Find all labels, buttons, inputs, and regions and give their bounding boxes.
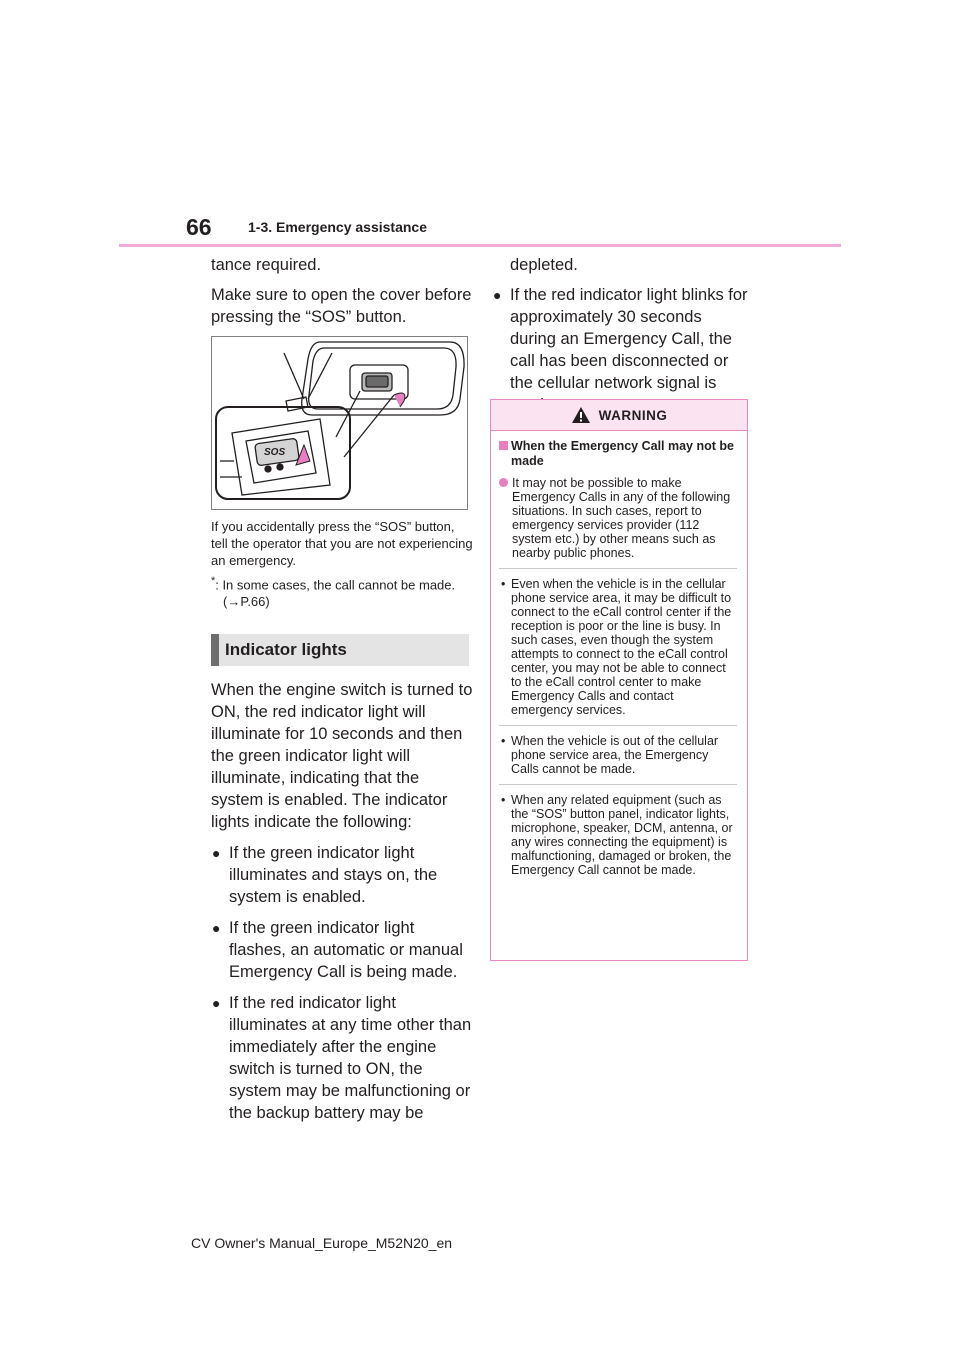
- warning-title: WARNING: [598, 407, 668, 423]
- footnote-mark: *: [211, 575, 216, 587]
- footnote-text: : In some cases, the call cannot be made. (→P.66): [215, 577, 456, 610]
- circle-bullet-icon: [499, 478, 508, 487]
- divider: [499, 568, 737, 569]
- list-item: [211, 992, 473, 1124]
- section-heading-bar: [211, 634, 469, 666]
- warning-header: [491, 400, 747, 431]
- bullet-dot-icon: ●: [212, 920, 221, 937]
- list-item-text: If the green indicator light flashes, an automatic or manual Emergency Call is being made.: [229, 919, 463, 982]
- body-paragraph: Make sure to open the cover before pressing the “SOS” button.: [211, 286, 472, 326]
- warning-intro: [499, 476, 737, 560]
- section-title: 1-3. Emergency assistance: [248, 219, 427, 235]
- warning-item: [499, 734, 737, 776]
- body-paragraph: tance required.: [211, 256, 322, 274]
- sos-button-illustration: [211, 336, 468, 510]
- divider: [499, 725, 737, 726]
- header-rule: [119, 244, 841, 247]
- body-paragraph: When the engine switch is turned to ON, the red indicator light will illuminate for 10 seconds and then the green indicator light will illuminate, indicating that the system is enabled. The indicator lights indicate the following:: [211, 681, 473, 832]
- bullet-icon: •: [501, 577, 506, 591]
- list-item: [211, 842, 473, 908]
- bullet-dot-icon: ●: [493, 287, 502, 303]
- list-item: [492, 284, 752, 416]
- bullet-dot-icon: ●: [212, 845, 221, 862]
- divider: [499, 784, 737, 785]
- figure-caption: If you accidentally press the “SOS” button, tell the operator that you are not experiencing an emergency.: [211, 519, 473, 568]
- square-bullet-icon: [499, 441, 508, 450]
- sos-label: SOS: [264, 447, 286, 458]
- list-item-text: If the red indicator light illuminates at any time other than immediately after the engine switch is turned to ON, the system may be malfunctioning or the backup battery may be: [229, 994, 472, 1123]
- bullet-dot-icon: ●: [212, 995, 221, 1012]
- overhead-console-drawing: [212, 337, 467, 509]
- left-column: [211, 254, 473, 1133]
- page-footer: CV Owner's Manual_Europe_M52N20_en: [191, 1235, 453, 1251]
- list-item: [211, 917, 473, 983]
- list-item-text: If the green indicator light illuminates and stays on, the system is enabled.: [229, 844, 438, 907]
- warning-item: [499, 793, 737, 877]
- bullet-icon: •: [501, 793, 506, 807]
- warning-item-text: Even when the vehicle is in the cellular phone service area, it may be difficult to connect to the eCall control center if the reception is poor or the line is busy. In such cases, even though the system attempts to connect to the eCall control center, you may not be able to connect to the eCall control center to make Emergency Calls and contact emergency services.: [511, 577, 732, 717]
- list-item-text: If the red indicator light blinks for approximately 30 seconds during an Emergency Call, the call has been disconnected or the cellular network signal is: [510, 286, 748, 392]
- warning-item-text: When any related equipment (such as the “SOS” button panel, indicator lights, microphone, speaker, DCM, antenna, or any wires connecting the equipment) is malfunctioning, damaged or broken, the Emergency Call cannot be made.: [511, 793, 733, 877]
- warning-item-text: When the vehicle is out of the cellular phone service area, the Emergency Calls cannot be made.: [511, 734, 719, 776]
- footnote: [211, 573, 473, 610]
- warning-item: [499, 577, 737, 717]
- warning-box: [490, 399, 748, 961]
- warning-body: [491, 431, 747, 877]
- warning-triangle-icon: [571, 406, 591, 424]
- body-paragraph-continued: depleted.: [510, 256, 578, 274]
- bullet-icon: •: [501, 734, 506, 748]
- page-number: 66: [186, 214, 212, 240]
- warning-subheading: [499, 439, 737, 469]
- warning-subheading-text: When the Emergency Call may not be made: [511, 439, 734, 468]
- section-heading: Indicator lights: [225, 640, 347, 660]
- warning-intro-text: It may not be possible to make Emergency Calls in any of the following situations. In such cases, report to emergency services provider (112 system etc.) by other means such as nearby public phones.: [512, 476, 731, 560]
